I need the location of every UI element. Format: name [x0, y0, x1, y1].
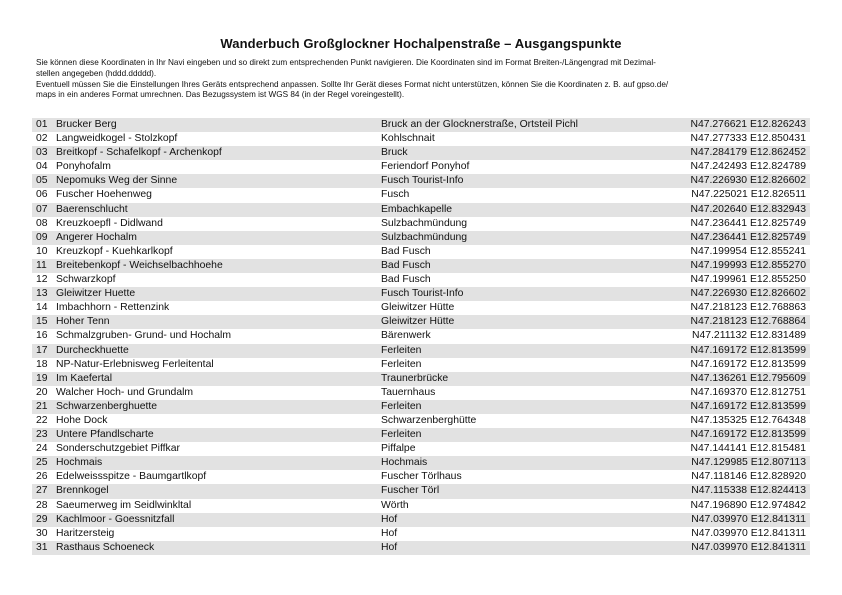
- route-name: Ponyhofalm: [56, 161, 111, 173]
- page-title: Wanderbuch Großglockner Hochalpenstraße – Ausgangspunkte: [220, 36, 622, 51]
- coordinates: N47.218123 E12.768863: [690, 302, 806, 314]
- route-name: Haritzersteig: [56, 527, 115, 539]
- row-number: 25: [36, 457, 48, 469]
- coordinates: N47.144141 E12.815481: [690, 443, 806, 455]
- table-row: [32, 146, 810, 160]
- table-row: [32, 174, 810, 188]
- table-row: [32, 217, 810, 231]
- coordinates: N47.169172 E12.813599: [690, 400, 806, 412]
- starting-point: Kohlschnait: [381, 133, 435, 145]
- starting-point: Gleiwitzer Hütte: [381, 316, 455, 328]
- coordinates: N47.129985 E12.807113: [691, 457, 806, 469]
- starting-point: Sulzbachmündung: [381, 217, 468, 229]
- row-number: 17: [36, 344, 48, 356]
- table-row: [32, 301, 810, 315]
- starting-point: Ferleiten: [381, 344, 422, 356]
- row-number: 28: [36, 499, 48, 511]
- row-number: 03: [36, 147, 48, 159]
- coordinates: N47.226930 E12.826602: [690, 288, 806, 300]
- table-row: [32, 428, 810, 442]
- route-name: NP-Natur-Erlebnisweg Ferleitental: [56, 358, 214, 370]
- table-row: [32, 259, 810, 273]
- table-row: [32, 203, 810, 217]
- coordinates: N47.202640 E12.832943: [690, 203, 806, 215]
- row-number: 20: [36, 386, 48, 398]
- table-row: [32, 372, 810, 386]
- route-name: Schmalzgruben- Grund- und Hochalm: [56, 330, 231, 342]
- route-name: Untere Pfandlscharte: [56, 429, 154, 441]
- coordinates: N47.199993 E12.855270: [690, 259, 806, 271]
- route-name: Hoher Tenn: [56, 316, 110, 328]
- coordinates: N47.118146 E12.828920: [691, 471, 806, 483]
- route-name: Baerenschlucht: [56, 203, 128, 215]
- coordinates: N47.199961 E12.855250: [690, 274, 806, 286]
- starting-point: Fuscher Törlhaus: [381, 471, 462, 483]
- row-number: 01: [36, 119, 48, 130]
- row-number: 26: [36, 471, 48, 483]
- table-row: [32, 344, 810, 358]
- coordinates: N47.236441 E12.825749: [690, 231, 806, 243]
- starting-point: Fusch Tourist-Info: [381, 175, 464, 187]
- row-number: 16: [36, 330, 48, 342]
- coordinates: N47.276621 E12.826243: [690, 119, 806, 130]
- table-row: [32, 358, 810, 372]
- row-number: 09: [36, 231, 48, 243]
- table-row: [32, 400, 810, 414]
- route-name: Imbachhorn - Rettenzink: [56, 302, 170, 314]
- row-number: 13: [36, 288, 48, 300]
- row-number: 07: [36, 203, 48, 215]
- row-number: 10: [36, 245, 48, 257]
- starting-point: Hof: [381, 527, 398, 539]
- route-name: Schwarzkopf: [56, 274, 116, 286]
- starting-point: Bad Fusch: [381, 245, 431, 257]
- table-row: [32, 273, 810, 287]
- starting-point: Piffalpe: [381, 443, 416, 455]
- intro-text: [36, 58, 808, 101]
- intro-line: stellen angegeben (hddd.ddddd).: [36, 68, 157, 78]
- route-name: Saeumerweg im Seidlwinkltal: [56, 499, 192, 511]
- route-name: Kreuzkopf - Kuehkarlkopf: [56, 245, 173, 257]
- route-name: Schwarzenberghuette: [56, 400, 158, 412]
- coordinates: N47.039970 E12.841311: [691, 513, 806, 525]
- row-number: 11: [36, 259, 47, 271]
- intro-line: Sie können diese Koordinaten in Ihr Navi eingeben und so direkt zum entsprechenden Punkt navigieren. Die Koordinaten sind im Format Breiten-/Längengrad mit Dezimal-: [36, 58, 656, 67]
- row-number: 30: [36, 527, 48, 539]
- coordinates: N47.277333 E12.850431: [690, 133, 806, 145]
- row-number: 04: [36, 161, 48, 173]
- starting-point: Gleiwitzer Hütte: [381, 302, 455, 314]
- table-row: [32, 160, 810, 174]
- row-number: 02: [36, 133, 48, 145]
- route-name: Durcheckhuette: [56, 344, 129, 356]
- table-row: [32, 329, 810, 343]
- row-number: 23: [36, 429, 48, 441]
- route-name: Walcher Hoch- und Grundalm: [56, 386, 194, 398]
- coordinates: N47.169172 E12.813599: [690, 429, 806, 441]
- route-name: Kachlmoor - Goessnitzfall: [56, 513, 175, 525]
- coordinates: N47.115338 E12.824413: [691, 485, 806, 497]
- starting-point: Bad Fusch: [381, 274, 431, 286]
- table-row: [32, 456, 810, 470]
- route-name: Sonderschutzgebiet Piffkar: [56, 443, 180, 455]
- row-number: 15: [36, 316, 48, 328]
- starting-point: Schwarzenberghütte: [381, 414, 477, 426]
- starting-point: Bärenwerk: [381, 330, 431, 342]
- route-name: Brennkogel: [56, 485, 109, 497]
- intro-line: Eventuell müssen Sie die Einstellungen Ihres Geräts entsprechend anpassen. Sollte Ihr Gerät dieses Format nicht unterstützen, können Sie die Koordinaten z. B. auf gpso.de/: [36, 79, 669, 89]
- route-name: Edelweissspitze - Baumgartlkopf: [56, 471, 207, 483]
- coordinates: N47.135325 E12.764348: [690, 414, 806, 426]
- row-number: 31: [36, 541, 48, 553]
- coordinates: N47.196890 E12.974842: [690, 499, 806, 511]
- route-name: Im Kaefertal: [56, 372, 113, 384]
- row-number: 06: [36, 189, 48, 201]
- starting-point: Feriendorf Ponyhof: [381, 161, 470, 173]
- table-row: [32, 414, 810, 428]
- starting-point: Ferleiten: [381, 429, 422, 441]
- route-name: Angerer Hochalm: [56, 231, 137, 243]
- coordinates: N47.211132 E12.831489: [691, 330, 806, 342]
- route-name: Kreuzkoepfl - Didlwand: [56, 217, 163, 229]
- row-number: 14: [36, 302, 48, 314]
- row-number: 27: [36, 485, 48, 497]
- coordinates: N47.039970 E12.841311: [691, 541, 806, 553]
- row-number: 08: [36, 217, 48, 229]
- row-number: 29: [36, 513, 48, 525]
- table-row: [32, 386, 810, 400]
- route-name: Breitebenkopf - Weichselbachhoehe: [56, 259, 223, 271]
- coordinates: N47.199954 E12.855241: [690, 245, 806, 257]
- coordinates: N47.169172 E12.813599: [690, 358, 806, 370]
- starting-point: Wörth: [381, 499, 409, 511]
- table-row: [32, 484, 810, 498]
- starting-point: Embachkapelle: [381, 203, 453, 215]
- starting-point: Fuscher Törl: [381, 485, 440, 497]
- table-row: [32, 287, 810, 301]
- route-name: Gleiwitzer Huette: [56, 288, 136, 300]
- starting-point: Bad Fusch: [381, 259, 431, 271]
- starting-point: Bruck an der Glocknerstraße, Ortsteil Pichl: [381, 119, 578, 130]
- table-row: [32, 132, 810, 146]
- row-number: 18: [36, 358, 48, 370]
- route-name: Nepomuks Weg der Sinne: [56, 175, 178, 187]
- table-row: [32, 541, 810, 555]
- intro-line: maps in ein anderes Format umrechnen. Das Bezugssystem ist WGS 84 (in der Regel voreingestellt).: [36, 90, 405, 100]
- coordinates: N47.169172 E12.813599: [690, 344, 806, 356]
- coordinates: N47.284179 E12.862452: [690, 147, 806, 159]
- coordinates: N47.236441 E12.825749: [690, 217, 806, 229]
- table-row: [32, 315, 810, 329]
- row-number: 19: [36, 372, 48, 384]
- coordinates: N47.169370 E12.812751: [690, 386, 806, 398]
- starting-point: Hof: [381, 541, 398, 553]
- row-number: 22: [36, 414, 48, 426]
- row-number: 21: [36, 400, 48, 412]
- coordinates: N47.226930 E12.826602: [690, 175, 806, 187]
- coordinates: N47.039970 E12.841311: [691, 527, 806, 539]
- route-name: Hochmais: [56, 457, 103, 469]
- table-row: [32, 470, 810, 484]
- route-name: Rasthaus Schoeneck: [56, 541, 155, 553]
- table-row: [32, 245, 810, 259]
- starting-point: Fusch: [381, 189, 410, 201]
- starting-point: Fusch Tourist-Info: [381, 288, 464, 300]
- starting-point: Hochmais: [381, 457, 428, 469]
- coordinates: N47.218123 E12.768864: [690, 316, 806, 328]
- table-row: [32, 442, 810, 456]
- table-row: [32, 231, 810, 245]
- starting-point: Traunerbrücke: [381, 372, 449, 384]
- coordinates: N47.225021 E12.826511: [691, 189, 806, 201]
- coordinates: N47.242493 E12.824789: [690, 161, 806, 173]
- route-name: Brucker Berg: [56, 119, 117, 130]
- table-row: [32, 188, 810, 202]
- route-name: Hohe Dock: [56, 414, 108, 426]
- coordinates: N47.136261 E12.795609: [690, 372, 806, 384]
- row-number: 12: [36, 274, 48, 286]
- starting-point: Tauernhaus: [381, 386, 436, 398]
- route-name: Breitkopf - Schafelkopf - Archenkopf: [56, 147, 222, 159]
- starting-point: Bruck: [381, 147, 408, 159]
- route-name: Langweidkogel - Stolzkopf: [56, 133, 178, 145]
- table-row: [32, 499, 810, 513]
- table-row: [32, 527, 810, 541]
- row-number: 24: [36, 443, 48, 455]
- starting-point: Hof: [381, 513, 398, 525]
- table-row: [32, 118, 810, 132]
- route-name: Fuscher Hoehenweg: [56, 189, 152, 201]
- starting-point: Ferleiten: [381, 358, 422, 370]
- starting-point: Sulzbachmündung: [381, 231, 468, 243]
- starting-point: Ferleiten: [381, 400, 422, 412]
- row-number: 05: [36, 175, 48, 187]
- starting-points-table: [32, 118, 810, 555]
- table-row: [32, 513, 810, 527]
